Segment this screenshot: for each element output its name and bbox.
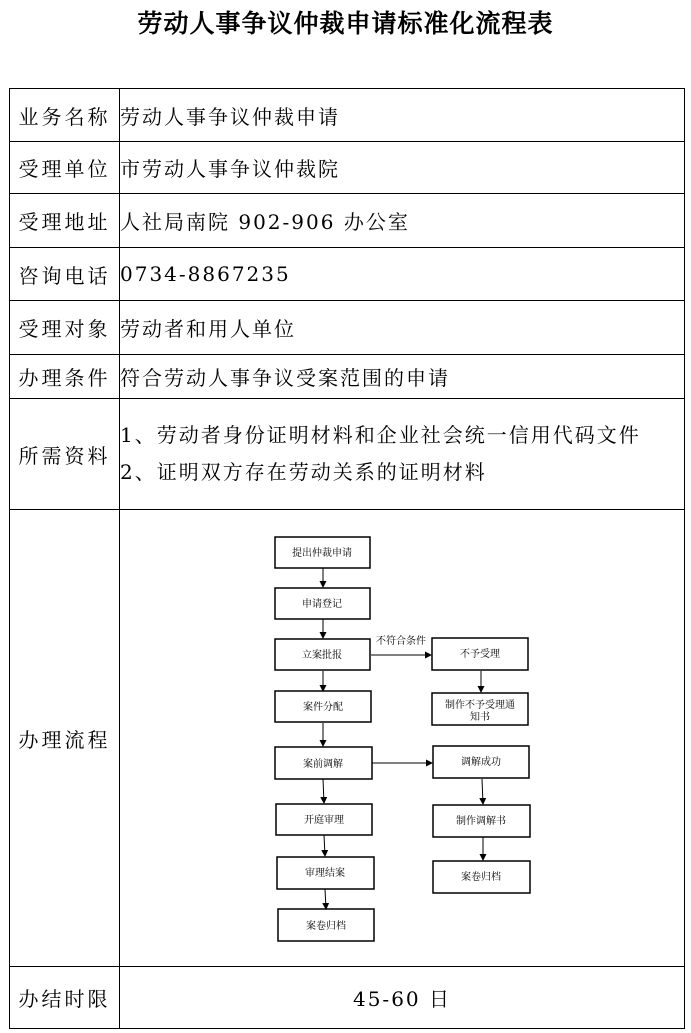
row-service-name <box>10 89 685 142</box>
label-time-limit: 办结时限 <box>10 967 120 1029</box>
value-time-limit: 45-60 日 <box>120 967 685 1029</box>
flow-step-closing: 审理结案 <box>305 867 345 879</box>
flow-step-mediation-archive: 案卷归档 <box>461 871 501 883</box>
flow-step-assign: 案件分配 <box>303 701 343 713</box>
value-target: 劳动者和用人单位 <box>120 301 685 355</box>
row-address <box>10 194 685 248</box>
flow-step-register: 申请登记 <box>302 598 342 610</box>
value-address: 人社局南院 902-906 办公室 <box>120 194 685 248</box>
row-materials <box>10 399 685 510</box>
flow-step-reject: 不予受理 <box>460 648 500 660</box>
label-condition: 办理条件 <box>10 355 120 399</box>
flow-step-reject-notice-line1: 制作不予受理通 <box>445 699 515 711</box>
flow-step-hearing: 开庭审理 <box>304 814 344 826</box>
row-time-limit <box>10 967 685 1029</box>
label-process: 办理流程 <box>10 510 120 967</box>
row-target <box>10 301 685 355</box>
material-item-1: 1、劳动者身份证明材料和企业社会统一信用代码文件 <box>120 423 641 447</box>
flow-step-mediation-document: 制作调解书 <box>456 815 506 827</box>
flow-step-filing: 立案批报 <box>302 649 342 661</box>
material-item-2: 2、证明双方存在劳动关系的证明材料 <box>120 460 487 484</box>
value-service-name: 劳动人事争议仲裁申请 <box>120 89 685 142</box>
row-condition <box>10 355 685 399</box>
form-table <box>9 88 685 1029</box>
label-address: 受理地址 <box>10 194 120 248</box>
flow-step-apply: 提出仲裁申请 <box>292 547 352 559</box>
label-target: 受理对象 <box>10 301 120 355</box>
label-service-name: 业务名称 <box>10 89 120 142</box>
flow-step-archive: 案卷归档 <box>306 920 346 932</box>
row-phone <box>10 248 685 301</box>
page-title: 劳动人事争议仲裁申请标准化流程表 <box>137 9 554 38</box>
row-unit <box>10 142 685 194</box>
label-materials: 所需资料 <box>10 399 120 510</box>
value-condition: 符合劳动人事争议受案范围的申请 <box>120 355 685 399</box>
label-unit: 受理单位 <box>10 142 120 194</box>
flowchart <box>120 511 686 966</box>
flow-step-mediation-success: 调解成功 <box>461 756 501 768</box>
flow-step-reject-notice-line2: 知书 <box>470 711 490 723</box>
value-unit: 市劳动人事争议仲裁院 <box>120 142 685 194</box>
row-process <box>10 510 685 967</box>
flow-step-mediation: 案前调解 <box>303 758 343 770</box>
value-materials <box>120 399 685 510</box>
flow-condition-label: 不符合条件 <box>376 635 426 647</box>
value-phone: 0734-8867235 <box>120 248 685 301</box>
label-phone: 咨询电话 <box>10 248 120 301</box>
flowchart-cell <box>120 510 685 967</box>
